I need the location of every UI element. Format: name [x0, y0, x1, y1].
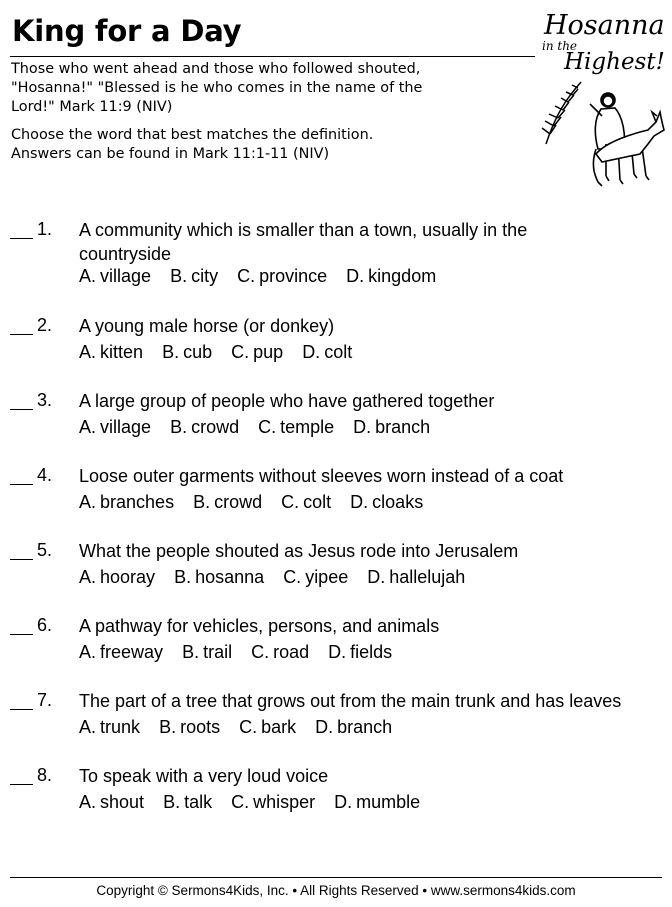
answer-blank[interactable] [10, 689, 33, 710]
option-d: D. branch [315, 717, 393, 737]
answer-options [79, 640, 406, 664]
question-number: 7. [37, 690, 53, 710]
question-text [79, 314, 669, 338]
question-text-line: What the people shouted as Jesus rode into Jerusalem [79, 541, 519, 561]
option-d: D. branch [353, 417, 431, 437]
question-7 [10, 689, 670, 739]
answer-options [79, 340, 366, 364]
question-number: 4. [37, 465, 53, 485]
option-a: A. village [79, 417, 152, 437]
option-a: A. shout [79, 792, 145, 812]
option-b: B. crowd [170, 417, 240, 437]
answer-blank[interactable] [10, 464, 33, 485]
question-number: 1. [37, 219, 53, 239]
question-number: 2. [37, 315, 53, 335]
answer-blank[interactable] [10, 614, 33, 635]
option-b: B. talk [163, 792, 213, 812]
question-8 [10, 764, 670, 814]
option-c: C. colt [281, 492, 332, 512]
question-5 [10, 539, 670, 589]
footer-divider [10, 877, 662, 878]
instruction-line: Choose the word that best matches the definition. [11, 127, 374, 143]
verse-line: Lord!" Mark 11:9 (NIV) [11, 99, 173, 115]
question-4 [10, 464, 670, 514]
option-a: A. village [79, 266, 152, 286]
option-b: B. hosanna [174, 567, 265, 587]
question-text-line: A young male horse (or donkey) [79, 316, 335, 336]
option-c: C. province [237, 266, 328, 286]
instructions-block [11, 126, 531, 164]
answer-blank[interactable] [10, 218, 33, 239]
in-the-text: in the [542, 39, 578, 53]
option-b: B. cub [162, 342, 213, 362]
question-text-line: Loose outer garments without sleeves worn instead of a coat [79, 466, 564, 486]
question-3 [10, 389, 670, 439]
question-text-line: To speak with a very loud voice [79, 766, 329, 786]
answer-blank[interactable] [10, 764, 33, 785]
question-text [79, 764, 669, 788]
question-1 [10, 218, 670, 288]
answer-blank[interactable] [10, 539, 33, 560]
option-c: C. bark [239, 717, 297, 737]
question-text [79, 389, 669, 413]
option-d: D. colt [302, 342, 353, 362]
question-text [79, 614, 669, 638]
option-c: C. whisper [231, 792, 316, 812]
question-6 [10, 614, 670, 664]
verse-line: "Hosanna!" "Blessed is he who comes in the name of the [11, 80, 423, 96]
hosanna-text: Hosanna [544, 10, 665, 41]
answer-options [79, 715, 406, 739]
question-number: 5. [37, 540, 53, 560]
question-text [79, 689, 669, 713]
option-c: C. yipee [283, 567, 349, 587]
verse-block [11, 60, 531, 117]
palm-branch-icon [542, 82, 581, 144]
answer-options [79, 490, 437, 514]
question-text-line: The part of a tree that grows out from the main trunk and has leaves [79, 691, 622, 711]
option-d: D. cloaks [350, 492, 424, 512]
option-b: B. crowd [193, 492, 263, 512]
option-c: C. road [251, 642, 310, 662]
question-2 [10, 314, 670, 364]
question-text [79, 218, 669, 266]
hosanna-illustration [536, 4, 666, 194]
option-b: B. trail [182, 642, 233, 662]
answer-options [79, 264, 450, 288]
verse-line: Those who went ahead and those who followed shouted, [11, 61, 421, 77]
question-text-line: A community which is smaller than a town, usually in the [79, 220, 528, 240]
title-underline [10, 56, 535, 57]
answer-options [79, 790, 434, 814]
option-b: B. roots [159, 717, 221, 737]
option-a: A. freeway [79, 642, 164, 662]
answer-blank[interactable] [10, 389, 33, 410]
option-b: B. city [170, 266, 219, 286]
option-c: C. temple [258, 417, 335, 437]
question-text-line: A pathway for vehicles, persons, and animals [79, 616, 440, 636]
question-text [79, 464, 669, 488]
answer-options [79, 415, 444, 439]
question-text-line: countryside [79, 244, 172, 264]
copyright-footer: Copyright © Sermons4Kids, Inc. • All Rights Reserved • www.sermons4kids.com [96, 883, 576, 898]
option-d: D. kingdom [346, 266, 437, 286]
option-a: A. branches [79, 492, 175, 512]
answer-blank[interactable] [10, 314, 33, 335]
instruction-line: Answers can be found in Mark 11:1-11 (NIV) [11, 146, 330, 162]
option-a: A. trunk [79, 717, 141, 737]
highest-text: Highest! [564, 49, 665, 75]
option-d: D. hallelujah [367, 567, 466, 587]
option-a: A. hooray [79, 567, 156, 587]
option-c: C. pup [231, 342, 284, 362]
option-d: D. fields [328, 642, 393, 662]
page-title: King for a Day [12, 14, 242, 48]
question-number: 8. [37, 765, 53, 785]
answer-options [79, 565, 479, 589]
question-text [79, 539, 669, 563]
question-text-line: A large group of people who have gathered together [79, 391, 495, 411]
jesus-on-donkey-icon [590, 93, 664, 186]
question-number: 3. [37, 390, 53, 410]
option-d: D. mumble [334, 792, 421, 812]
option-a: A. kitten [79, 342, 144, 362]
question-number: 6. [37, 615, 53, 635]
